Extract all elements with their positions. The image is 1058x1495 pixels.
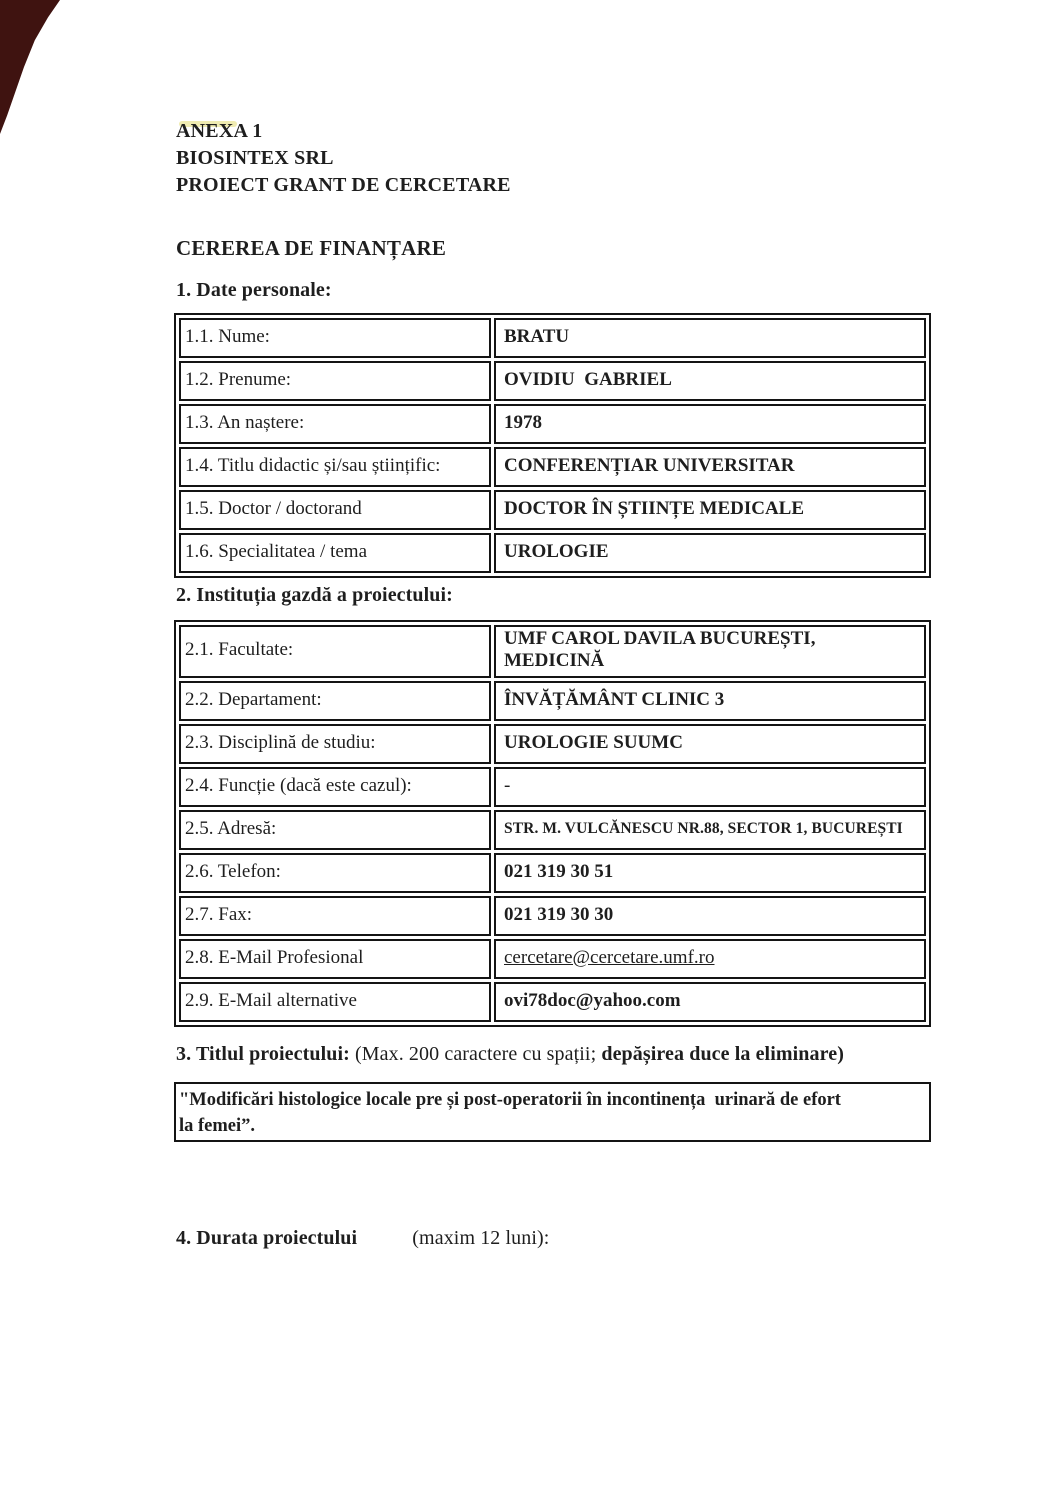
section4-heading-bold: 4. Durata proiectului: [176, 1227, 358, 1249]
personal-data-table: [174, 313, 931, 578]
table-row: [179, 896, 926, 936]
field-label-titlu-didactic: 1.4. Titlu didactic și/sau științific:: [179, 447, 491, 487]
table-row: [179, 361, 926, 401]
field-label-telefon: 2.6. Telefon:: [179, 853, 491, 893]
section3-heading-bold2: depășirea duce la eliminare): [601, 1043, 844, 1065]
field-value-prenume: OVIDIU GABRIEL: [494, 361, 926, 401]
field-label-fax: 2.7. Fax:: [179, 896, 491, 936]
table-row: [179, 681, 926, 721]
section4-heading-regular: (maxim 12 luni):: [412, 1227, 550, 1249]
field-value-adresa: STR. M. VULCĂNESCU NR.88, SECTOR 1, BUCUREȘTI: [494, 810, 926, 850]
field-value-telefon: 021 319 30 51: [494, 853, 926, 893]
field-label-email-alternative: 2.9. E-Mail alternative: [179, 982, 491, 1022]
table-row: [179, 724, 926, 764]
table-row: [179, 853, 926, 893]
field-value-doctor: DOCTOR ÎN ȘTIINȚE MEDICALE: [494, 490, 926, 530]
field-label-departament: 2.2. Departament:: [179, 681, 491, 721]
header-line-company: BIOSINTEX SRL: [176, 147, 334, 169]
field-value-email-profesional: cercetare@cercetare.umf.ro: [494, 939, 926, 979]
host-institution-table: [174, 620, 931, 1027]
section4-heading: [176, 1227, 549, 1250]
project-title-box: [174, 1082, 931, 1142]
table-row: [179, 318, 926, 358]
table-row: [179, 810, 926, 850]
table-row: [179, 404, 926, 444]
document-header: [176, 118, 511, 199]
project-title-line2: la femei”.: [179, 1116, 256, 1136]
table-row: [179, 939, 926, 979]
field-label-doctor: 1.5. Doctor / doctorand: [179, 490, 491, 530]
field-value-nume: BRATU: [494, 318, 926, 358]
section1-heading: 1. Date personale:: [176, 279, 332, 301]
header-line-anexa: ANEXA 1: [176, 120, 263, 142]
scan-corner-artifact: [0, 0, 60, 134]
field-label-an-nastere: 1.3. An naștere:: [179, 404, 491, 444]
field-value-departament: ÎNVĂȚĂMÂNT CLINIC 3: [494, 681, 926, 721]
project-title-line1: "Modificări histologice locale pre și post-operatorii în incontinența urinară de efort: [179, 1090, 841, 1110]
field-label-disciplina: 2.3. Disciplină de studiu:: [179, 724, 491, 764]
section3-heading-bold: 3. Titlul proiectului:: [176, 1043, 350, 1065]
table-row: [179, 490, 926, 530]
field-value-email-alternative: ovi78doc@yahoo.com: [494, 982, 926, 1022]
field-value-functie: -: [494, 767, 926, 807]
field-label-specialitatea: 1.6. Specialitatea / tema: [179, 533, 491, 573]
field-label-facultate: 2.1. Facultate:: [179, 625, 491, 678]
section3-heading: [176, 1043, 844, 1066]
field-label-functie: 2.4. Funcție (dacă este cazul):: [179, 767, 491, 807]
field-value-specialitatea: UROLOGIE: [494, 533, 926, 573]
header-line-project-type: PROIECT GRANT DE CERCETARE: [176, 174, 511, 196]
table-row: [179, 447, 926, 487]
form-title: CEREREA DE FINANȚARE: [176, 236, 447, 260]
table-row: [179, 982, 926, 1022]
field-label-adresa: 2.5. Adresă:: [179, 810, 491, 850]
table-row: [179, 625, 926, 678]
section3-heading-regular: (Max. 200 caractere cu spații;: [355, 1043, 597, 1065]
field-value-facultate: UMF CAROL DAVILA BUCUREȘTI, MEDICINĂ: [494, 625, 926, 678]
table-row: [179, 533, 926, 573]
field-label-nume: 1.1. Nume:: [179, 318, 491, 358]
table-row: [179, 767, 926, 807]
field-label-email-profesional: 2.8. E-Mail Profesional: [179, 939, 491, 979]
field-value-fax: 021 319 30 30: [494, 896, 926, 936]
field-label-prenume: 1.2. Prenume:: [179, 361, 491, 401]
section2-heading: 2. Instituția gazdă a proiectului:: [176, 584, 453, 606]
field-value-an-nastere: 1978: [494, 404, 926, 444]
field-value-disciplina: UROLOGIE SUUMC: [494, 724, 926, 764]
field-value-titlu-didactic: CONFERENȚIAR UNIVERSITAR: [494, 447, 926, 487]
